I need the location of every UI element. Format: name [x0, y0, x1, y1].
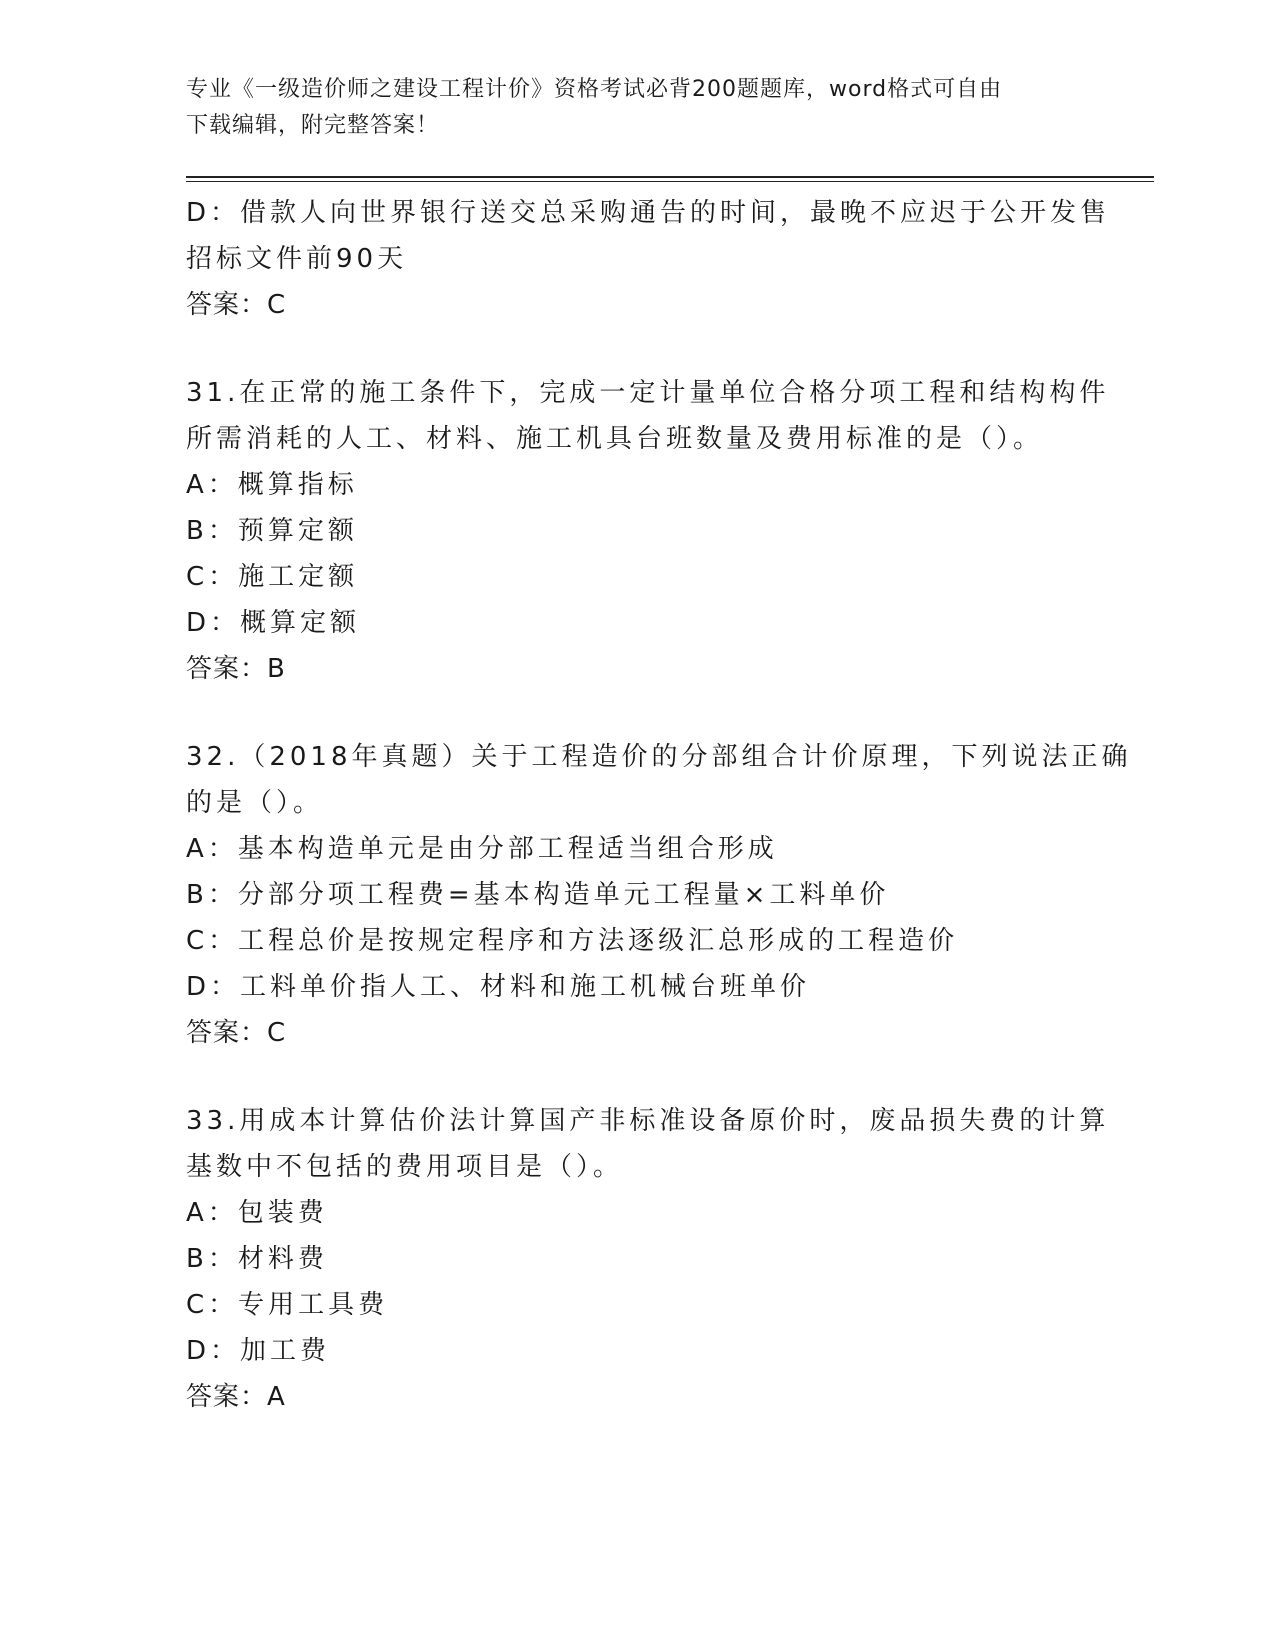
option-d: D：借款人向世界银行送交总采购通告的时间，最晚不应迟于公开发售: [186, 198, 1111, 228]
option-b: B：分部分项工程费=基本构造单元工程量×工料单价: [186, 880, 890, 910]
answer-line: 答案：A: [186, 1382, 286, 1412]
option-a: A：概算指标: [186, 470, 358, 500]
question-stem: 31.在正常的施工条件下，完成一定计量单位合格分项工程和结构构件: [186, 378, 1110, 408]
header-line-1: 专业《一级造价师之建设工程计价》资格考试必背200题题库，word格式可自由: [186, 77, 1003, 102]
option-c: C：专用工具费: [186, 1290, 389, 1320]
header-line-2: 下载编辑，附完整答案！: [186, 113, 440, 138]
question-33: [186, 1098, 1110, 1420]
option-c: C：工程总价是按规定程序和方法逐级汇总形成的工程造价: [186, 926, 959, 956]
question-32: [186, 734, 1132, 1056]
document-header: [186, 72, 1086, 144]
question-stem: 32.（2018年真题）关于工程造价的分部组合计价原理，下列说法正确: [186, 742, 1132, 772]
option-d: D：加工费: [186, 1336, 331, 1366]
answer-line: 答案：C: [186, 290, 287, 320]
option-b: B：预算定额: [186, 516, 358, 546]
question-stem-continued: 所需消耗的人工、材料、施工机具台班数量及费用标准的是（）。: [186, 424, 1044, 454]
previous-question-tail: [186, 190, 1111, 328]
option-a: A：包装费: [186, 1198, 328, 1228]
answer-line: 答案：C: [186, 1018, 287, 1048]
question-stem-continued: 的是（）。: [186, 788, 324, 818]
option-c: C：施工定额: [186, 562, 359, 592]
option-b: B：材料费: [186, 1244, 328, 1274]
answer-line: 答案：B: [186, 654, 286, 684]
option-a: A：基本构造单元是由分部工程适当组合形成: [186, 834, 778, 864]
option-d: D：概算定额: [186, 608, 361, 638]
header-divider-thin: [186, 181, 1154, 182]
header-divider-thick: [186, 176, 1154, 178]
option-d-continued: 招标文件前90天: [186, 244, 408, 274]
document-body: [186, 190, 1132, 1462]
option-d: D：工料单价指人工、材料和施工机械台班单价: [186, 972, 811, 1002]
question-stem: 33.用成本计算估价法计算国产非标准设备原价时，废品损失费的计算: [186, 1106, 1110, 1136]
question-31: [186, 370, 1110, 692]
question-stem-continued: 基数中不包括的费用项目是（）。: [186, 1152, 624, 1182]
